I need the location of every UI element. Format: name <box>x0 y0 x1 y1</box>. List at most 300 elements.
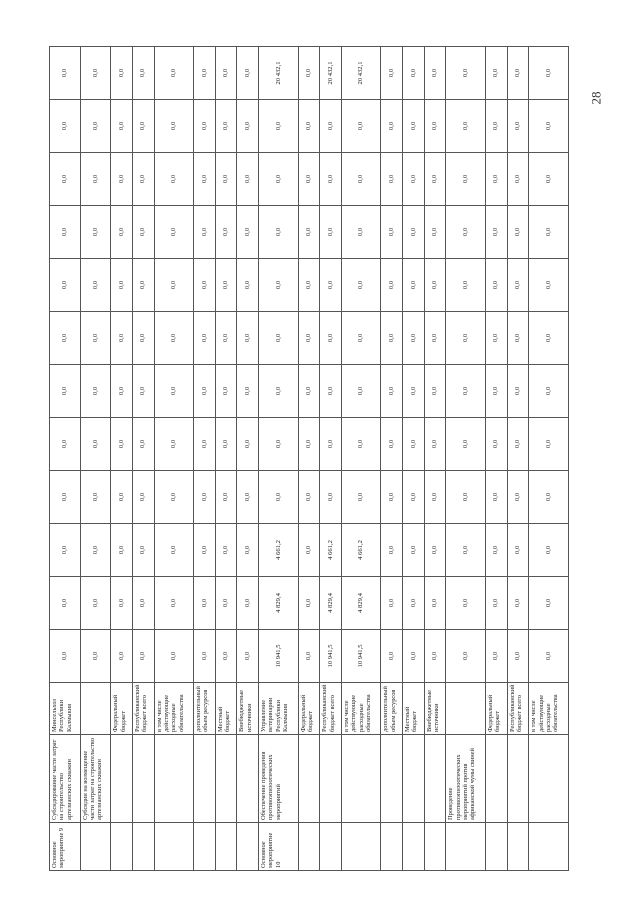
value-cell: 0,0 <box>320 259 342 312</box>
table-row <box>154 47 194 871</box>
value-cell: 0,0 <box>237 206 259 259</box>
value-cell: 0,0 <box>485 365 507 418</box>
value-cell: 0,0 <box>215 259 237 312</box>
value-cell: 0,0 <box>111 47 133 100</box>
value-cell: 0,0 <box>381 365 403 418</box>
value-cell: 0,0 <box>132 312 154 365</box>
executor-cell: Республиканский бюджет всего <box>132 683 154 735</box>
value-cell: 0,0 <box>50 418 81 471</box>
value-cell: 0,0 <box>403 153 425 206</box>
table-row <box>237 47 259 871</box>
table-row <box>446 47 486 871</box>
value-cell: 10 941,5 <box>341 630 381 683</box>
name-cell <box>529 735 569 823</box>
value-cell: 20 432,1 <box>320 47 342 100</box>
executor-cell: в том числе действующие расходные обязательства <box>529 683 569 735</box>
value-cell: 0,0 <box>111 577 133 630</box>
event-cell <box>424 823 446 871</box>
name-cell: Субсидии на возмещение части затрат на строительство артезианских скважин <box>80 735 111 823</box>
table-row <box>485 47 507 871</box>
value-cell: 0,0 <box>424 630 446 683</box>
event-cell <box>320 823 342 871</box>
name-cell <box>507 735 529 823</box>
event-cell <box>154 823 194 871</box>
value-cell: 0,0 <box>403 100 425 153</box>
value-cell: 0,0 <box>446 630 486 683</box>
value-cell: 0,0 <box>320 100 342 153</box>
value-cell: 0,0 <box>485 630 507 683</box>
value-cell: 0,0 <box>298 312 320 365</box>
value-cell: 0,0 <box>424 206 446 259</box>
value-cell: 0,0 <box>80 153 111 206</box>
value-cell: 0,0 <box>298 153 320 206</box>
value-cell: 0,0 <box>111 259 133 312</box>
value-cell: 0,0 <box>529 259 569 312</box>
value-cell: 0,0 <box>194 365 216 418</box>
value-cell: 0,0 <box>424 153 446 206</box>
value-cell: 0,0 <box>132 577 154 630</box>
value-cell: 0,0 <box>446 47 486 100</box>
value-cell: 0,0 <box>446 524 486 577</box>
value-cell: 0,0 <box>381 418 403 471</box>
value-cell: 0,0 <box>215 630 237 683</box>
value-cell: 0,0 <box>320 206 342 259</box>
value-cell: 0,0 <box>446 100 486 153</box>
executor-cell: Федеральный бюджет <box>485 683 507 735</box>
value-cell: 0,0 <box>320 153 342 206</box>
value-cell: 0,0 <box>298 47 320 100</box>
executor-cell: Внебюджетные источники <box>237 683 259 735</box>
value-cell: 0,0 <box>424 471 446 524</box>
value-cell: 0,0 <box>341 153 381 206</box>
value-cell: 0,0 <box>237 471 259 524</box>
value-cell: 0,0 <box>298 365 320 418</box>
value-cell: 0,0 <box>132 259 154 312</box>
name-cell <box>132 735 154 823</box>
value-cell: 0,0 <box>154 312 194 365</box>
value-cell: 0,0 <box>237 153 259 206</box>
value-cell: 0,0 <box>80 524 111 577</box>
value-cell: 0,0 <box>80 259 111 312</box>
value-cell: 0,0 <box>132 153 154 206</box>
value-cell: 0,0 <box>258 418 298 471</box>
event-cell <box>485 823 507 871</box>
table-row <box>215 47 237 871</box>
value-cell: 0,0 <box>215 471 237 524</box>
value-cell: 0,0 <box>529 630 569 683</box>
value-cell: 0,0 <box>111 630 133 683</box>
value-cell: 0,0 <box>424 524 446 577</box>
value-cell: 0,0 <box>80 365 111 418</box>
value-cell: 0,0 <box>403 471 425 524</box>
value-cell: 0,0 <box>154 100 194 153</box>
value-cell: 0,0 <box>194 577 216 630</box>
value-cell: 0,0 <box>507 100 529 153</box>
value-cell: 0,0 <box>154 577 194 630</box>
value-cell: 0,0 <box>154 259 194 312</box>
value-cell: 0,0 <box>132 100 154 153</box>
executor-cell: Управление ветеринарии Республики Калмыкия <box>258 683 298 735</box>
executor-cell: Федеральный бюджет <box>298 683 320 735</box>
value-cell: 0,0 <box>507 577 529 630</box>
value-cell: 0,0 <box>424 47 446 100</box>
executor-cell: Республиканский бюджет всего <box>320 683 342 735</box>
value-cell: 0,0 <box>446 312 486 365</box>
value-cell: 0,0 <box>50 206 81 259</box>
value-cell: 0,0 <box>341 312 381 365</box>
value-cell: 0,0 <box>381 577 403 630</box>
value-cell: 0,0 <box>132 471 154 524</box>
rotated-sheet <box>49 51 569 871</box>
table-row <box>320 47 342 871</box>
table-row <box>132 47 154 871</box>
value-cell: 20 432,1 <box>258 47 298 100</box>
value-cell: 0,0 <box>111 206 133 259</box>
value-cell: 0,0 <box>50 524 81 577</box>
value-cell: 0,0 <box>111 471 133 524</box>
value-cell: 0,0 <box>154 153 194 206</box>
value-cell: 0,0 <box>341 418 381 471</box>
value-cell: 0,0 <box>298 524 320 577</box>
value-cell: 0,0 <box>485 312 507 365</box>
value-cell: 0,0 <box>529 47 569 100</box>
value-cell: 0,0 <box>529 577 569 630</box>
value-cell: 0,0 <box>258 206 298 259</box>
value-cell: 0,0 <box>80 312 111 365</box>
value-cell: 0,0 <box>194 153 216 206</box>
value-cell: 0,0 <box>215 47 237 100</box>
value-cell: 0,0 <box>485 206 507 259</box>
table-row <box>194 47 216 871</box>
value-cell: 0,0 <box>237 312 259 365</box>
value-cell: 0,0 <box>237 100 259 153</box>
value-cell: 0,0 <box>298 418 320 471</box>
value-cell: 0,0 <box>320 471 342 524</box>
value-cell: 0,0 <box>529 153 569 206</box>
table-row <box>381 47 403 871</box>
value-cell: 0,0 <box>381 153 403 206</box>
value-cell: 0,0 <box>237 47 259 100</box>
value-cell: 0,0 <box>111 100 133 153</box>
table-row <box>111 47 133 871</box>
table-row <box>424 47 446 871</box>
value-cell: 0,0 <box>424 418 446 471</box>
name-cell <box>215 735 237 823</box>
value-cell: 0,0 <box>258 259 298 312</box>
value-cell: 0,0 <box>154 365 194 418</box>
name-cell <box>424 735 446 823</box>
value-cell: 0,0 <box>215 153 237 206</box>
value-cell: 0,0 <box>215 577 237 630</box>
value-cell: 0,0 <box>194 259 216 312</box>
event-cell <box>403 823 425 871</box>
value-cell: 0,0 <box>258 100 298 153</box>
value-cell: 0,0 <box>485 471 507 524</box>
executor-cell: Местный бюджет <box>403 683 425 735</box>
value-cell: 0,0 <box>381 206 403 259</box>
value-cell: 0,0 <box>50 153 81 206</box>
name-cell <box>381 735 403 823</box>
value-cell: 0,0 <box>80 577 111 630</box>
value-cell: 0,0 <box>446 206 486 259</box>
event-cell <box>529 823 569 871</box>
value-cell: 0,0 <box>237 630 259 683</box>
event-cell <box>237 823 259 871</box>
value-cell: 0,0 <box>194 471 216 524</box>
event-cell <box>111 823 133 871</box>
executor-cell: дополнительный объем ресурсов <box>194 683 216 735</box>
value-cell: 0,0 <box>446 471 486 524</box>
value-cell: 0,0 <box>111 312 133 365</box>
value-cell: 0,0 <box>381 47 403 100</box>
value-cell: 0,0 <box>298 206 320 259</box>
value-cell: 0,0 <box>154 206 194 259</box>
value-cell: 0,0 <box>215 100 237 153</box>
table-row <box>403 47 425 871</box>
value-cell: 0,0 <box>507 471 529 524</box>
name-cell <box>194 735 216 823</box>
value-cell: 0,0 <box>154 630 194 683</box>
value-cell: 0,0 <box>237 259 259 312</box>
value-cell: 0,0 <box>341 206 381 259</box>
table-row <box>298 47 320 871</box>
value-cell: 0,0 <box>507 47 529 100</box>
value-cell: 4 829,4 <box>258 577 298 630</box>
budget-table <box>49 46 569 871</box>
value-cell: 0,0 <box>194 418 216 471</box>
value-cell: 0,0 <box>446 153 486 206</box>
value-cell: 0,0 <box>111 524 133 577</box>
value-cell: 0,0 <box>403 47 425 100</box>
value-cell: 0,0 <box>298 471 320 524</box>
value-cell: 0,0 <box>258 365 298 418</box>
value-cell: 0,0 <box>529 206 569 259</box>
value-cell: 0,0 <box>50 47 81 100</box>
value-cell: 0,0 <box>80 47 111 100</box>
value-cell: 4 661,2 <box>258 524 298 577</box>
name-cell <box>111 735 133 823</box>
value-cell: 0,0 <box>80 630 111 683</box>
value-cell: 0,0 <box>403 206 425 259</box>
value-cell: 0,0 <box>237 524 259 577</box>
event-cell <box>132 823 154 871</box>
value-cell: 0,0 <box>320 418 342 471</box>
value-cell: 0,0 <box>381 471 403 524</box>
name-cell <box>298 735 320 823</box>
value-cell: 0,0 <box>403 577 425 630</box>
value-cell: 0,0 <box>215 524 237 577</box>
value-cell: 0,0 <box>194 312 216 365</box>
value-cell: 0,0 <box>80 471 111 524</box>
table-row <box>341 47 381 871</box>
value-cell: 0,0 <box>507 365 529 418</box>
value-cell: 0,0 <box>132 418 154 471</box>
event-cell <box>215 823 237 871</box>
value-cell: 0,0 <box>381 100 403 153</box>
executor-cell <box>80 683 111 735</box>
budget-table-body <box>50 47 569 871</box>
table-row <box>258 47 298 871</box>
value-cell: 0,0 <box>258 153 298 206</box>
table-row <box>529 47 569 871</box>
value-cell: 0,0 <box>320 312 342 365</box>
value-cell: 0,0 <box>237 365 259 418</box>
value-cell: 0,0 <box>424 259 446 312</box>
value-cell: 0,0 <box>237 418 259 471</box>
value-cell: 0,0 <box>132 47 154 100</box>
value-cell: 0,0 <box>50 630 81 683</box>
value-cell: 0,0 <box>403 365 425 418</box>
value-cell: 0,0 <box>320 365 342 418</box>
value-cell: 0,0 <box>215 365 237 418</box>
executor-cell: Республиканский бюджет всего <box>507 683 529 735</box>
value-cell: 0,0 <box>258 312 298 365</box>
event-cell <box>446 823 486 871</box>
value-cell: 0,0 <box>381 524 403 577</box>
value-cell: 0,0 <box>381 312 403 365</box>
value-cell: 0,0 <box>341 471 381 524</box>
value-cell: 20 432,1 <box>341 47 381 100</box>
value-cell: 0,0 <box>50 365 81 418</box>
value-cell: 0,0 <box>485 47 507 100</box>
value-cell: 0,0 <box>507 524 529 577</box>
executor-cell: дополнительный объем ресурсов <box>381 683 403 735</box>
value-cell: 0,0 <box>111 365 133 418</box>
value-cell: 0,0 <box>403 259 425 312</box>
value-cell: 0,0 <box>485 418 507 471</box>
value-cell: 0,0 <box>507 312 529 365</box>
value-cell: 0,0 <box>298 630 320 683</box>
value-cell: 10 941,5 <box>320 630 342 683</box>
value-cell: 0,0 <box>111 153 133 206</box>
value-cell: 0,0 <box>132 206 154 259</box>
name-cell <box>154 735 194 823</box>
value-cell: 0,0 <box>529 365 569 418</box>
value-cell: 0,0 <box>50 312 81 365</box>
event-cell: Основное мероприятие 10 <box>258 823 298 871</box>
value-cell: 0,0 <box>529 100 569 153</box>
executor-cell: в том числе действующие расходные обязательства <box>341 683 381 735</box>
value-cell: 0,0 <box>485 577 507 630</box>
value-cell: 0,0 <box>485 100 507 153</box>
value-cell: 0,0 <box>446 418 486 471</box>
value-cell: 0,0 <box>298 100 320 153</box>
executor-cell: в том числе действующие расходные обязательства <box>154 683 194 735</box>
value-cell: 0,0 <box>485 524 507 577</box>
value-cell: 0,0 <box>194 100 216 153</box>
value-cell: 0,0 <box>381 630 403 683</box>
executor-cell: Местный бюджет <box>215 683 237 735</box>
value-cell: 0,0 <box>446 577 486 630</box>
value-cell: 4 661,2 <box>341 524 381 577</box>
value-cell: 0,0 <box>298 577 320 630</box>
table-row <box>50 47 81 871</box>
value-cell: 0,0 <box>298 259 320 312</box>
value-cell: 0,0 <box>194 206 216 259</box>
value-cell: 0,0 <box>132 365 154 418</box>
value-cell: 4 829,4 <box>341 577 381 630</box>
value-cell: 0,0 <box>194 47 216 100</box>
table-row <box>80 47 111 871</box>
value-cell: 0,0 <box>50 471 81 524</box>
value-cell: 0,0 <box>424 312 446 365</box>
value-cell: 0,0 <box>507 153 529 206</box>
event-cell: Основное мероприятие 9 <box>50 823 81 871</box>
value-cell: 0,0 <box>507 259 529 312</box>
executor-cell: Федеральный бюджет <box>111 683 133 735</box>
table-row <box>507 47 529 871</box>
value-cell: 0,0 <box>154 47 194 100</box>
name-cell: Обеспечение проведения противоэпизоотических мероприятий <box>258 735 298 823</box>
value-cell: 0,0 <box>132 524 154 577</box>
value-cell: 0,0 <box>154 418 194 471</box>
value-cell: 0,0 <box>446 259 486 312</box>
value-cell: 0,0 <box>507 630 529 683</box>
value-cell: 0,0 <box>485 153 507 206</box>
value-cell: 0,0 <box>446 365 486 418</box>
value-cell: 0,0 <box>80 100 111 153</box>
value-cell: 0,0 <box>403 312 425 365</box>
value-cell: 0,0 <box>194 524 216 577</box>
executor-cell: Внебюджетные источники <box>424 683 446 735</box>
value-cell: 0,0 <box>424 100 446 153</box>
name-cell <box>341 735 381 823</box>
value-cell: 0,0 <box>194 630 216 683</box>
value-cell: 0,0 <box>215 312 237 365</box>
event-cell <box>80 823 111 871</box>
value-cell: 0,0 <box>154 524 194 577</box>
value-cell: 0,0 <box>50 577 81 630</box>
name-cell <box>403 735 425 823</box>
value-cell: 10 941,5 <box>258 630 298 683</box>
value-cell: 4 829,4 <box>320 577 342 630</box>
value-cell: 0,0 <box>154 471 194 524</box>
name-cell: Субсидирование части затрат на строительство артезианских скважин <box>50 735 81 823</box>
name-cell: Проведение противоэпизоотических мероприятий против африканской чумы свиней <box>446 735 486 823</box>
value-cell: 0,0 <box>111 418 133 471</box>
value-cell: 0,0 <box>258 471 298 524</box>
value-cell: 0,0 <box>50 100 81 153</box>
event-cell <box>298 823 320 871</box>
value-cell: 0,0 <box>215 206 237 259</box>
event-cell <box>341 823 381 871</box>
value-cell: 4 661,2 <box>320 524 342 577</box>
value-cell: 0,0 <box>529 471 569 524</box>
value-cell: 0,0 <box>132 630 154 683</box>
value-cell: 0,0 <box>485 259 507 312</box>
event-cell <box>194 823 216 871</box>
value-cell: 0,0 <box>237 577 259 630</box>
event-cell <box>381 823 403 871</box>
executor-cell <box>446 683 486 735</box>
event-cell <box>507 823 529 871</box>
value-cell: 0,0 <box>529 524 569 577</box>
value-cell: 0,0 <box>403 524 425 577</box>
value-cell: 0,0 <box>529 312 569 365</box>
name-cell <box>320 735 342 823</box>
value-cell: 0,0 <box>424 365 446 418</box>
value-cell: 0,0 <box>403 418 425 471</box>
value-cell: 0,0 <box>80 206 111 259</box>
value-cell: 0,0 <box>341 100 381 153</box>
value-cell: 0,0 <box>80 418 111 471</box>
value-cell: 0,0 <box>50 259 81 312</box>
value-cell: 0,0 <box>215 418 237 471</box>
value-cell: 0,0 <box>341 365 381 418</box>
value-cell: 0,0 <box>381 259 403 312</box>
page-number: 28 <box>588 91 604 105</box>
value-cell: 0,0 <box>507 206 529 259</box>
